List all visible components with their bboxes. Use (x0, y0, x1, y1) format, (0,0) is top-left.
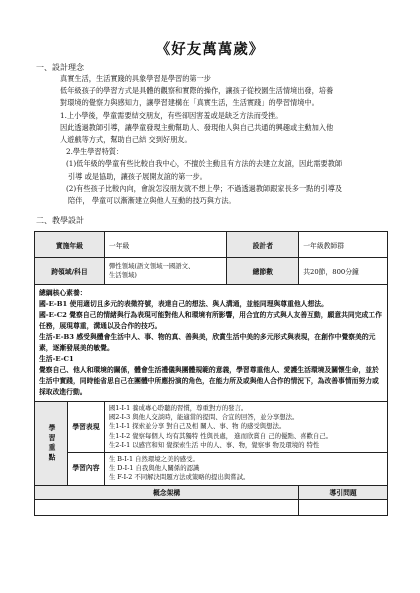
content-item: 生 F-Ⅰ-2 不同解決問題方法或策略的提出與嘗試。 (108, 473, 250, 482)
subject-value-line: 彈性領域(語文領域一國語文、 (108, 261, 195, 270)
concept-line: 對環境的覺察力與感知力，讓學習建構在「真實生活，生活實踐」的學習情境中。 (60, 98, 319, 108)
performance-list (104, 402, 387, 453)
core-competencies (35, 285, 388, 402)
total-periods-value: 共20節，800分鐘 (299, 258, 388, 285)
performance-item: 生1-Ⅰ-2 覺察每個人 均有其獨特 性與長處， 進而欣賞自 己的優點、喜歡自己。 (108, 431, 333, 440)
concept-line: (2)有些孩子比較內向，會說怎沒朋友就不想上學；不過透過教師跟家長多一點的引導及 (66, 183, 343, 193)
concept-line: 陪伴， 學童可以漸漸建立與他人互動的技巧與方法。 (68, 196, 236, 206)
total-periods-label: 總節數 (227, 258, 299, 285)
section-heading-design-concept: 一、設計理念 (36, 63, 84, 72)
content-label: 學習內容 (67, 453, 104, 486)
core-item: 國-E-C2 覺察自己的情緒與行為表現可能對他人和環境有所影響，用合宜的方式與人友善互動，願意共同完成工作任務，展現尊重，溝通以及合作的技巧。 (39, 311, 382, 330)
performance-item: 生1-Ⅰ-1 探索並分享 對自己及相 關人、事、物 的感受與想法。 (108, 422, 286, 431)
core-item: 國-E-B1 使用適切且多元的表徵符號，表達自己的想法、與人溝通，並能同理與尊重他人想法。 (39, 300, 328, 308)
design-concept-text (60, 73, 382, 207)
guiding-questions-cell (299, 499, 388, 515)
core-heading: 總綱核心素養： (39, 289, 87, 297)
concept-line: 引導 或是協助，讓孩子展開友誼的第一步。 (68, 171, 207, 181)
content-item: 生 D-Ⅰ-1 自我與他人關係的認識 (108, 464, 200, 473)
teaching-design-table (34, 231, 388, 516)
subject-value (104, 258, 227, 285)
concept-line: (1)低年級的學童有些比較自我中心，不擅於主動且有方法的去建立友誼，因此需要教師 (66, 159, 343, 169)
concept-line: 2.學生學習特質： (66, 147, 124, 157)
grade-value: 一年級 (104, 232, 227, 258)
concept-framework-cell (35, 499, 299, 515)
designer-label: 設計者 (227, 232, 299, 258)
performance-item: 國1-Ⅰ-1 養成專心聆聽的習慣，尊重對方的發言。 (108, 404, 248, 412)
concept-line: 真實生活，生活實踐的具象學習是學習的第一步 (60, 74, 211, 83)
performance-item: 生2-Ⅰ-1 以感官和知 覺探索生活 中的人、事、物，覺察事 物及環境的 特性 (108, 440, 320, 449)
core-item: 生活-E-B3 感受與體會生活中人、事、物的真、善與美，欣賞生活中美的多元形式與表現，在創作中覺察美的元素，逐漸發展美的敏覺。 (39, 333, 376, 352)
performance-label: 學習表現 (67, 402, 104, 453)
subject-value-line: 生活領域) (108, 271, 137, 279)
learning-focus-label: 學習重點 (35, 402, 68, 486)
subject-label: 跨領域/科目 (35, 258, 105, 285)
section-heading-teaching-design: 二、教學設計 (36, 216, 84, 225)
document-title: 《好友萬萬歲》 (155, 41, 265, 58)
designer-value: 一年級教師群 (299, 232, 388, 258)
core-item-heading: 生活-E-C1 (39, 355, 74, 363)
concept-line: 人遊戲等方式，幫助自己結 交到好朋友。 (60, 135, 192, 145)
concept-framework-header: 概念架構 (35, 485, 299, 499)
concept-line: 1.上小學後，學童需要結交朋友，有些卻因害羞或是缺乏方法而受挫。 (60, 110, 283, 120)
concept-line: 低年級孩子的學習方式是具體的觀察和實際的操作，讓孩子從校園生活情境出發，培養 (60, 86, 334, 96)
performance-item: 國2-Ⅰ-3 與他人交談時，能適當的提問、合宜的回答，並分享想法。 (108, 413, 299, 422)
grade-label: 實施年級 (35, 232, 105, 258)
content-item: 生 B-Ⅰ-1 自然環境之美的感受。 (108, 455, 199, 464)
concept-line: 因此透過教師引導，讓學童發現主動幫助人、發現他人與自己共通的興趣或主動加入他 (60, 122, 334, 132)
content-list (104, 453, 387, 486)
core-item: 覺察自己、他人和環境的關係，體會生活禮儀與團體規範的意義，學習尊重他人、愛護生活環境及關懷生命，並於生活中實踐，同時能省思自己在團體中所應扮演的角色，在能力所及或與他人合作的情況下，為改善事情而努力或採取改進行動。 (39, 366, 379, 396)
guiding-questions-header: 導引問題 (299, 485, 388, 499)
